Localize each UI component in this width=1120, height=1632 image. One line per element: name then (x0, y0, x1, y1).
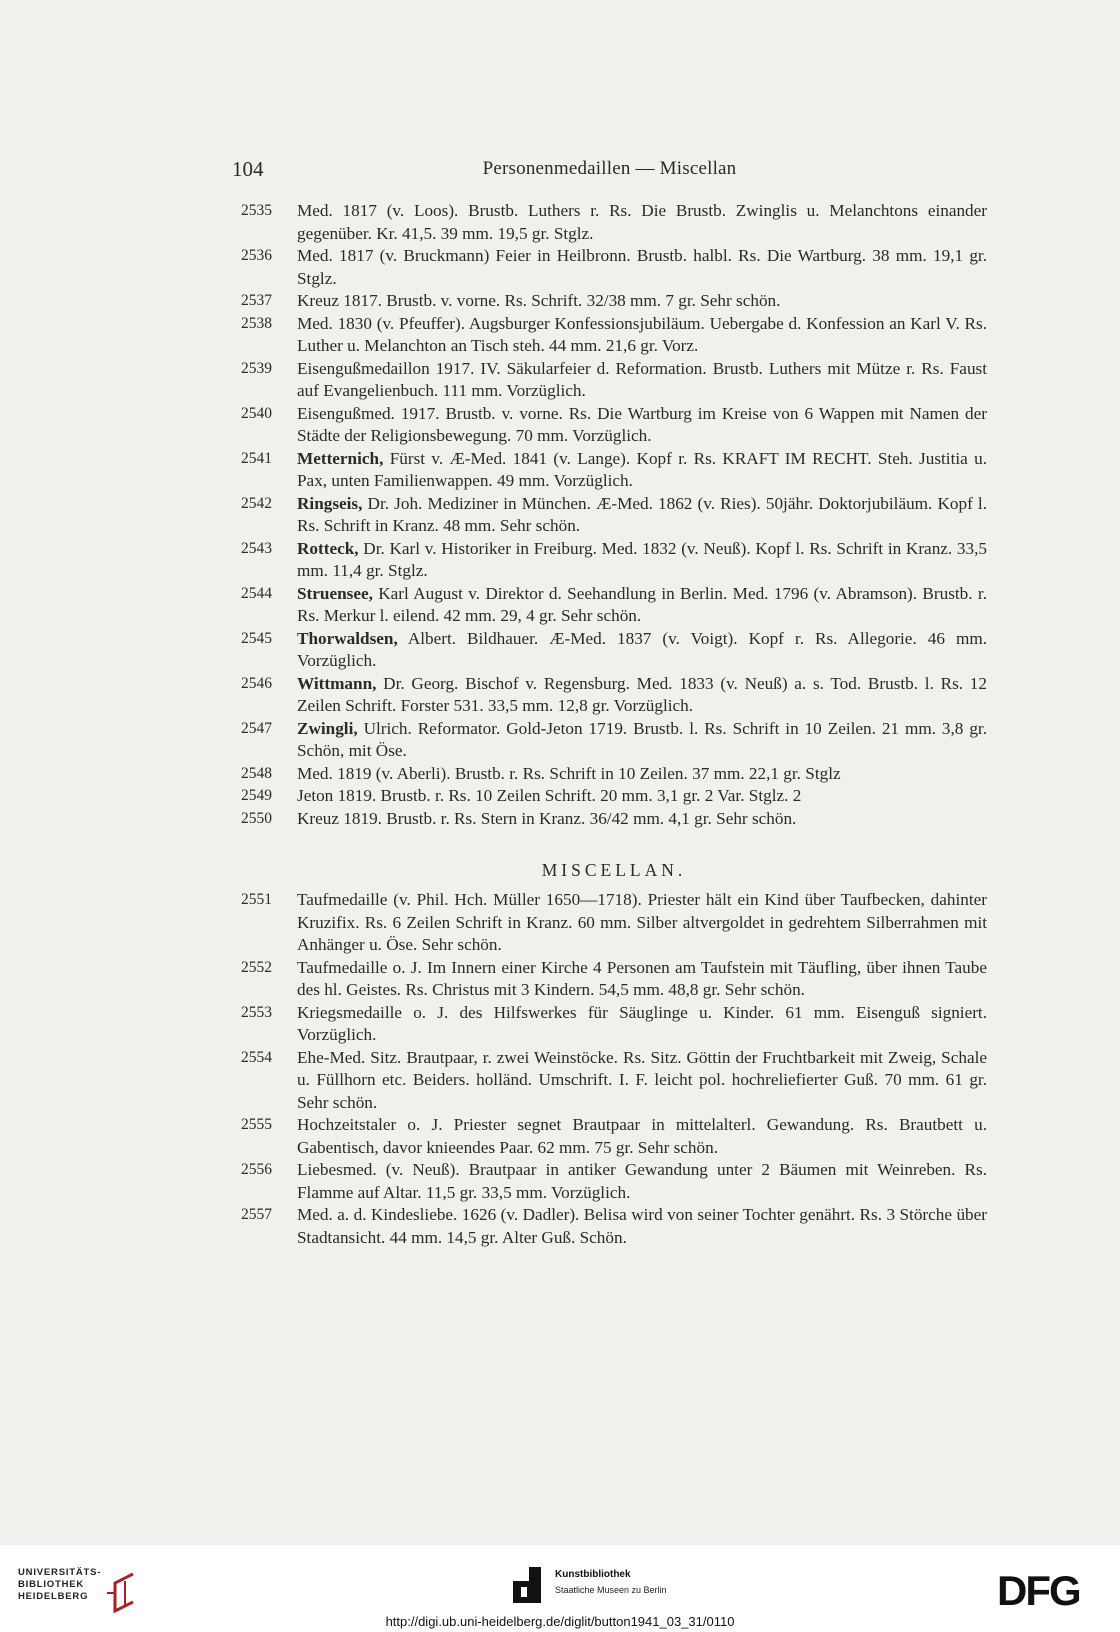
entry-number: 2547 (241, 719, 272, 737)
dfg-logo[interactable]: DFG (997, 1567, 1080, 1614)
entry-person-name: Wittmann, (297, 673, 377, 693)
entry-body-text: Kriegsmedaille o. J. des Hilfswerkes für Säuglinge u. Kinder. 61 mm. Eisenguß signiert. Vorzüglich. (297, 1002, 987, 1044)
entry-body-text: Ehe-Med. Sitz. Brautpaar, r. zwei Weinstöcke. Rs. Sitz. Göttin der Fruchtbarkeit mit Zweig, Schale u. Füllhorn etc. Beiders. holländ. Umschrift. I. F. leicht pol. hochreliefierter Guß. 70 mm. 61 gr. Sehr schön. (297, 1047, 987, 1112)
entry-number: 2540 (241, 404, 272, 422)
catalog-entries-personenmedaillen (241, 200, 987, 830)
entry-body-text: Med. a. d. Kindesliebe. 1626 (v. Dadler). Belisa wird von seiner Tochter genährt. Rs. 3 Störche über Stadtansicht. 44 mm. 14,5 gr. Alter Guß. Schön. (297, 1205, 987, 1247)
ub-line-2: BIBLIOTHEK (18, 1579, 85, 1590)
entry-number: 2544 (241, 584, 272, 602)
page-number: 104 (232, 157, 264, 181)
entry-body-text: Eisengußmedaillon 1917. IV. Säkularfeier d. Reformation. Brustb. Luthers mit Mütze r. Rs. Faust auf Evangelienbuch. 111 mm. Vorzüglich. (297, 358, 987, 400)
entry-body-text: Albert. Bildhauer. Æ-Med. 1837 (v. Voigt). Kopf r. Rs. Allegorie. 46 mm. Vorzüglich. (297, 628, 987, 670)
entry-description (297, 290, 987, 313)
source-url-link[interactable]: http://digi.ub.uni-heidelberg.de/diglit/button1941_03_31/0110 (385, 1614, 735, 1629)
entry-description (297, 1204, 987, 1249)
ub-line-3: HEIDELBERG (18, 1591, 89, 1602)
entry-body-text: Kreuz 1819. Brustb. r. Rs. Stern in Kranz. 36/42 mm. 4,1 gr. Sehr schön. (297, 808, 797, 828)
entry-person-name: Rotteck, (297, 538, 359, 558)
entry-number: 2549 (241, 787, 272, 804)
entry-person-name: Thorwaldsen, (297, 628, 398, 648)
entry-description (297, 583, 987, 628)
entry-number: 2542 (241, 494, 272, 512)
entry-body-text: Med. 1819 (v. Aberli). Brustb. r. Rs. Schrift in 10 Zeilen. 37 mm. 22,1 gr. Stglz (297, 763, 841, 783)
catalog-entry (241, 785, 987, 808)
entry-description (297, 628, 987, 673)
entry-description (297, 403, 987, 448)
catalog-entry (241, 583, 987, 628)
entry-description (297, 448, 987, 493)
catalog-entry (241, 1204, 987, 1249)
entry-description (297, 313, 987, 358)
entry-description (297, 493, 987, 538)
entry-number: 2550 (241, 809, 272, 827)
entry-body-text: Med. 1817 (v. Bruckmann) Feier in Heilbronn. Brustb. halbl. Rs. Die Wartburg. 38 mm. 19,1 gr. Stglz. (297, 246, 987, 288)
entry-description (297, 889, 987, 957)
entry-number: 2545 (241, 629, 272, 647)
section-title: MISCELLAN. (541, 860, 687, 880)
entry-number: 2555 (241, 1116, 272, 1133)
entry-number: 2553 (241, 1003, 272, 1021)
entry-number: 2541 (241, 449, 272, 467)
entry-number: 2537 (241, 292, 272, 309)
catalog-entry (241, 358, 987, 403)
catalog-entry (241, 1047, 987, 1115)
catalog-entry (241, 957, 987, 1002)
entry-body-text: Med. 1830 (v. Pfeuffer). Augsburger Konfessionsjubiläum. Uebergabe d. Konfession an Karl V. Rs. Luther u. Melanchton an Tisch steh. 44 mm. 21,6 gr. Vorz. (297, 313, 987, 355)
running-title: Personenmedaillen — Miscellan (482, 158, 737, 179)
catalog-entry (241, 889, 987, 957)
entry-description (297, 358, 987, 403)
page-header (232, 157, 987, 187)
entry-description (297, 808, 987, 831)
catalog-entry (241, 245, 987, 290)
entry-body-text: Med. 1817 (v. Loos). Brustb. Luthers r. Rs. Die Brustb. Zwinglis u. Melanchtons einander gegenüber. Kr. 41,5. 39 mm. 19,5 gr. Stglz. (297, 201, 987, 243)
entry-number: 2554 (241, 1048, 272, 1066)
catalog-entry (241, 493, 987, 538)
entry-person-name: Metternich, (297, 448, 384, 468)
entry-description (297, 538, 987, 583)
catalog-entry (241, 718, 987, 763)
entry-body-text: Kreuz 1817. Brustb. v. vorne. Rs. Schrift. 32/38 mm. 7 gr. Sehr schön. (297, 291, 781, 310)
entry-body-text: Taufmedaille o. J. Im Innern einer Kirche 4 Personen am Taufstein mit Täufling, über ihnen Taube des hl. Geistes. Rs. Christus mit 3 Kindern. 54,5 mm. 48,8 gr. Sehr schön. (297, 957, 987, 999)
entry-description (297, 1047, 987, 1115)
catalog-entry (241, 538, 987, 583)
entry-body-text: Hochzeitstaler o. J. Priester segnet Brautpaar in mittelalterl. Gewandung. Rs. Brautbett u. Gabentisch, davor knieendes Paar. 62 mm. 75 gr. Sehr schön. (297, 1115, 987, 1157)
entry-number: 2543 (241, 539, 272, 557)
entry-number: 2556 (241, 1161, 272, 1178)
entry-description (297, 673, 987, 718)
catalog-entry (241, 403, 987, 448)
catalog-entry (241, 313, 987, 358)
kunstbibliothek-title: Kunstbibliothek (555, 1569, 631, 1580)
entry-description (297, 763, 987, 786)
entry-description (297, 1002, 987, 1047)
catalog-entry (241, 673, 987, 718)
catalog-entry (241, 448, 987, 493)
entry-number: 2538 (241, 314, 272, 332)
footer-bar (0, 1545, 1120, 1632)
entry-body-text: Liebesmed. (v. Neuß). Brautpaar in antiker Gewandung unter 2 Bäumen mit Weinreben. Rs. Flamme auf Altar. 11,5 gr. 33,5 mm. Vorzüglich. (297, 1160, 987, 1202)
catalog-entry (241, 1002, 987, 1047)
entry-body-text: Fürst v. Æ-Med. 1841 (v. Lange). Kopf r. Rs. KRAFT IM RECHT. Steh. Justitia u. Pax, unten Familienwappen. 49 mm. Vorzüglich. (297, 448, 987, 490)
entry-person-name: Struensee, (297, 583, 373, 603)
entry-body-text: Taufmedaille (v. Phil. Hch. Müller 1650—1718). Priester hält ein Kind über Taufbecken, dahinter Kruzifix. Rs. 6 Zeilen Schrift in Kranz. 60 mm. Silber altvergoldet in gedrehtem Silberrahmen mit Anhänger u. Öse. Sehr schön. (297, 890, 987, 954)
catalog-entry (241, 290, 987, 313)
catalog-entry (241, 200, 987, 245)
entry-person-name: Ringseis, (297, 493, 363, 513)
entry-body-text: Dr. Karl v. Historiker in Freiburg. Med. 1832 (v. Neuß). Kopf l. Rs. Schrift in Kranz. 33,5 mm. 11,4 gr. Stglz. (297, 538, 987, 580)
entry-body-text: Dr. Joh. Mediziner in München. Æ-Med. 1862 (v. Ries). 50jähr. Doktorjubiläum. Kopf l. Rs. Schrift in Kranz. 48 mm. Sehr schön. (297, 493, 987, 535)
entry-body-text: Dr. Georg. Bischof v. Regensburg. Med. 1833 (v. Neuß) a. s. Tod. Brustb. l. Rs. 12 Zeilen Schrift. Forster 531. 33,5 mm. 12,8 gr. Vorzüglich. (297, 673, 987, 715)
ub-heidelberg-logo[interactable] (18, 1567, 138, 1615)
catalog-entry (241, 628, 987, 673)
entry-number: 2548 (241, 764, 272, 782)
catalog-entry (241, 1159, 987, 1204)
ub-line-1: UNIVERSITÄTS- (18, 1567, 102, 1578)
catalog-entry (241, 808, 987, 831)
entry-number: 2536 (241, 247, 272, 264)
entry-description (297, 785, 987, 808)
entry-description (297, 1114, 987, 1159)
entry-description (297, 200, 987, 245)
entry-number: 2552 (241, 958, 272, 976)
catalog-entries-miscellan (241, 889, 987, 1249)
entry-description (297, 245, 987, 290)
entry-number: 2539 (241, 359, 272, 377)
entry-number: 2535 (241, 202, 272, 219)
entry-body-text: Jeton 1819. Brustb. r. Rs. 10 Zeilen Schrift. 20 mm. 3,1 gr. 2 Var. Stglz. 2 (297, 786, 802, 805)
kunstbibliothek-subtitle: Staatliche Museen zu Berlin (555, 1585, 667, 1595)
entry-body-text: Eisengußmed. 1917. Brustb. v. vorne. Rs. Die Wartburg im Kreise von 6 Wappen mit Namen der Städte der Religionsbewegung. 70 mm. Vorzüglich. (297, 403, 987, 445)
ub-mark-icon (103, 1571, 143, 1615)
kunstbibliothek-logo[interactable] (513, 1565, 713, 1605)
entry-description (297, 1159, 987, 1204)
catalog-entry (241, 763, 987, 786)
entry-body-text: Ulrich. Reformator. Gold-Jeton 1719. Brustb. l. Rs. Schrift in 10 Zeilen. 21 mm. 3,8 gr. Schön, mit Öse. (297, 718, 987, 760)
entry-body-text: Karl August v. Direktor d. Seehandlung in Berlin. Med. 1796 (v. Abramson). Brustb. r. Rs. Merkur l. eilend. 42 mm. 29, 4 gr. Sehr schön. (297, 583, 987, 625)
entry-number: 2557 (241, 1206, 272, 1223)
entry-description (297, 718, 987, 763)
catalog-entry (241, 1114, 987, 1159)
entry-number: 2551 (241, 891, 272, 908)
entry-number: 2546 (241, 674, 272, 692)
entry-description (297, 957, 987, 1002)
kunstbibliothek-mark-icon (513, 1567, 547, 1603)
entry-person-name: Zwingli, (297, 718, 358, 738)
